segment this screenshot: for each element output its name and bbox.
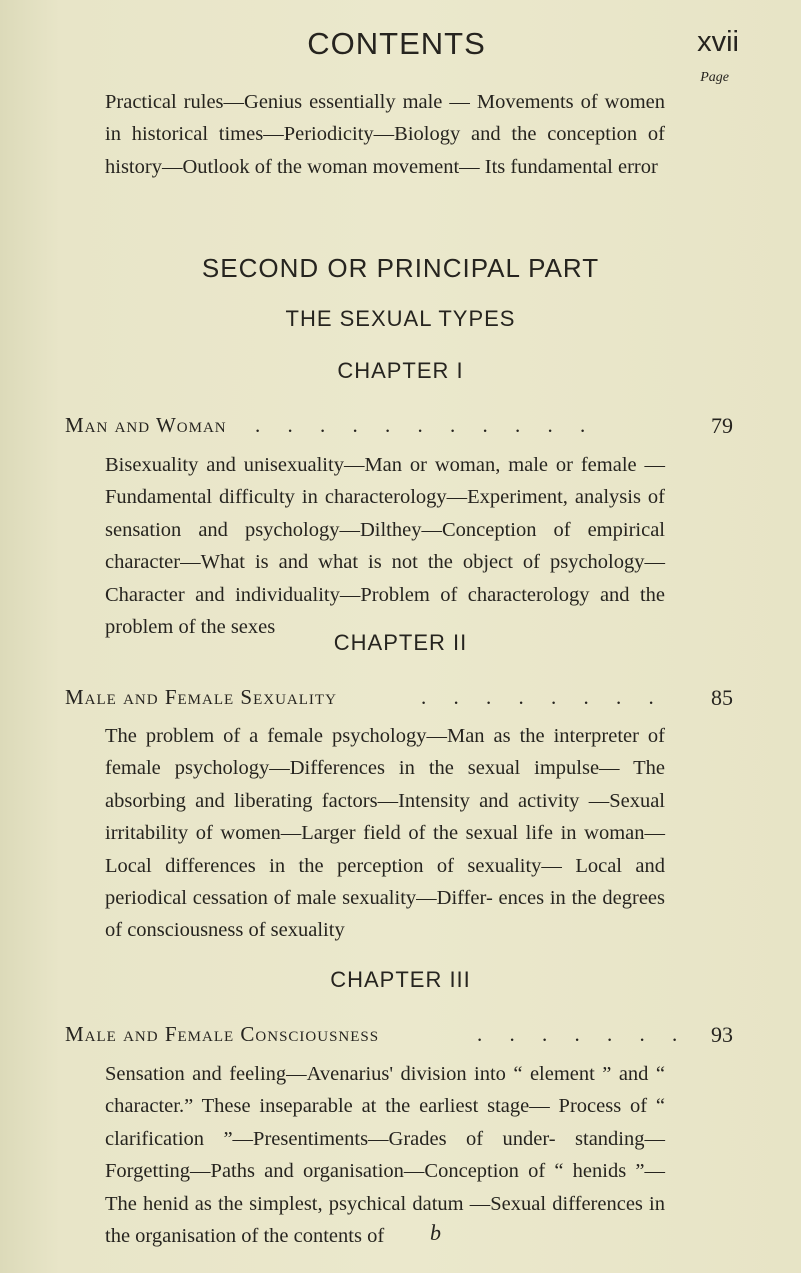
chapter-1-leader: . . . . . . . . . . .: [255, 413, 597, 437]
chapter-3-label: CHAPTER III: [330, 967, 471, 992]
chapter-1-title: Man and Woman: [65, 413, 227, 437]
chapter-2-leader: . . . . . . . .: [421, 685, 665, 709]
running-head-title: CONTENTS: [307, 26, 486, 61]
chapter-3-page: 93: [711, 1022, 733, 1047]
chapter-2-page: 85: [711, 685, 733, 710]
chapter-1-summary: Bisexuality and unisexuality—Man or woman, male or female —Fundamental difficulty in characterology—Experiment, analysis of sensation and psychology—Dilthey—Conception of empirical character—What is and what is not the object of psychology—Character and individuality—Problem of characterology and the problem of the sexes: [105, 454, 665, 639]
part-heading: SECOND OR PRINCIPAL PART: [201, 253, 600, 283]
chapter-3-leader: . . . . . . .: [477, 1022, 689, 1046]
chapter-3-entry[interactable]: [65, 1022, 733, 1052]
chapter-2-entry[interactable]: [65, 685, 733, 715]
intro-paragraph: Practical rules—Genius essentially male — Movements of women in historical times—Periodicity—Biology and the conception of history—Outlook of the woman movement— Its fundamental error: [105, 91, 665, 178]
page-column-label: Page: [700, 70, 729, 85]
signature-mark: b: [430, 1220, 441, 1245]
chapter-2-summary: The problem of a female psychology—Man as the interpreter of female psychology—Differences in the sexual impulse— The absorbing and liberating factors—Intensity and activity —Sexual irritability of women—Larger field of the sexual life in woman—Local differences in the perception of sexuality— Local and periodical cessation of male sexuality—Differ- ences in the degrees of consciousness of sexuality: [105, 725, 665, 942]
chapter-1-page: 79: [711, 413, 733, 438]
chapter-3-summary: Sensation and feeling—Avenarius' division into “ element ” and “ character.” These inseparable at the earliest stage— Process of “ clarification ”—Presentiments—Grades of under- standing—Forgetting—Paths and organisation—Conception of “ henids ”—The henid as the simplest, psychical datum —Sexual differences in the organisation of the contents of: [105, 1063, 665, 1248]
chapter-2-title: Male and Female Sexuality: [65, 685, 337, 709]
page-number: xvii: [697, 26, 739, 58]
chapter-3-title: Male and Female Consciousness: [65, 1022, 380, 1046]
running-head: [62, 26, 739, 66]
chapter-1-entry[interactable]: [65, 413, 733, 443]
chapter-2-label: CHAPTER II: [333, 630, 468, 655]
chapter-1-label: CHAPTER I: [337, 358, 464, 383]
part-subheading: THE SEXUAL TYPES: [285, 306, 516, 331]
